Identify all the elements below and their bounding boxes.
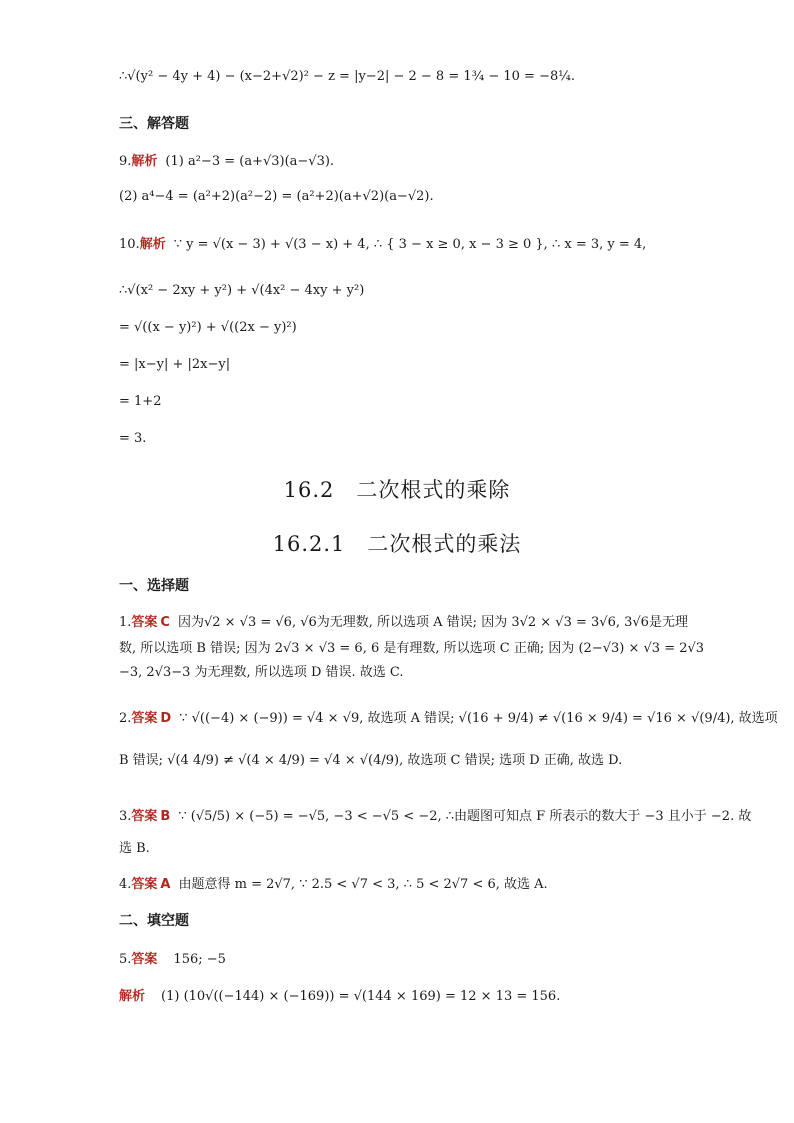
q2-line-2: B 错误; √(4 4/9) ≠ √(4 × 4/9) = √4 × √(4/9), 故选项 C 错误; 选项 D 正确, 故选 D. — [119, 753, 623, 768]
q5-number: 5. — [119, 952, 132, 967]
q1-number: 1. — [119, 615, 132, 630]
q10-analysis-tag: 解析 — [139, 237, 166, 252]
q9-line-1 — [119, 153, 334, 171]
q9-analysis-tag: 解析 — [131, 154, 158, 169]
q3-answer-letter: B — [160, 809, 171, 824]
q1-answer-tag: 答案 — [131, 615, 158, 630]
q10-text-1: ∵ y = √(x − 3) + √(3 − x) + 4, ∴ { 3 − x ≥ 0, x − 3 ≥ 0 }, ∴ x = 3, y = 4, — [173, 237, 647, 252]
q2-line-1 — [119, 710, 778, 728]
main-section-title: 16.2 二次根式的乘除 — [283, 478, 511, 502]
top-equation: ∴√(y² − 4y + 4) − (x−2+√2)² − z = |y−2| − 2 − 8 = 1¾ − 10 = −8¼. — [119, 69, 575, 84]
sub-section-title: 16.2.1 二次根式的乘法 — [272, 532, 522, 556]
q10-line-1 — [119, 236, 646, 254]
q5-answer-tag: 答案 — [131, 952, 158, 967]
q9-line-2: (2) a⁴−4 = (a²+2)(a²−2) = (a²+2)(a+√2)(a−√2). — [119, 189, 434, 204]
q3-line-1 — [119, 808, 751, 826]
q5-text-1: (1) (10√((−144) × (−169)) = √(144 × 169) = 12 × 13 = 156. — [161, 989, 561, 1004]
q2-answer-letter: D — [160, 711, 172, 726]
section-heading-multiple-choice: 一、选择题 — [119, 578, 189, 594]
q3-text-1: ∵ (√5/5) × (−5) = −√5, −3 < −√5 < −2, ∴由题图可知点 F 所表示的数大于 −3 且小于 −2. 故 — [178, 809, 752, 824]
q10-line-6: = 3. — [119, 431, 147, 446]
q9-number: 9. — [119, 154, 132, 169]
q1-text-1: 因为√2 × √3 = √6, √6为无理数, 所以选项 A 错误; 因为 3√2 × √3 = 3√6, 3√6是无理 — [177, 615, 688, 630]
q1-line-3: −3, 2√3−3 为无理数, 所以选项 D 错误. 故选 C. — [119, 665, 404, 680]
q10-line-5: = 1+2 — [119, 394, 162, 409]
q3-number: 3. — [119, 809, 132, 824]
q2-answer-tag: 答案 — [131, 711, 158, 726]
q4-number: 4. — [119, 877, 132, 892]
q2-text-1: ∵ √((−4) × (−9)) = √4 × √9, 故选项 A 错误; √(16 + 9/4) ≠ √(16 × 9/4) = √16 × √(9/4), 故选项 — [179, 711, 778, 726]
q9-text-1: (1) a²−3 = (a+√3)(a−√3). — [165, 154, 335, 169]
q3-answer-tag: 答案 — [131, 809, 158, 824]
section-heading-fill-in-blank: 二、填空题 — [119, 913, 189, 929]
q10-line-4: = |x−y| + |2x−y| — [119, 357, 231, 372]
q5-answer-value: 156; −5 — [173, 952, 226, 967]
q2-number: 2. — [119, 711, 132, 726]
q1-answer-letter: C — [160, 615, 170, 630]
q10-number: 10. — [119, 237, 140, 252]
q3-line-2: 选 B. — [119, 841, 150, 856]
q4-text-1: 由题意得 m = 2√7, ∵ 2.5 < √7 < 3, ∴ 5 < 2√7 < 6, 故选 A. — [178, 877, 548, 892]
q4-answer-letter: A — [160, 877, 171, 892]
q1-line-2: 数, 所以选项 B 错误; 因为 2√3 × √3 = 6, 6 是有理数, 所以选项 C 正确; 因为 (2−√3) × √3 = 2√3 — [119, 641, 705, 656]
q4-line-1 — [119, 876, 548, 894]
q4-answer-tag: 答案 — [131, 877, 158, 892]
q5-analysis-line — [119, 988, 560, 1006]
q10-line-2: ∴√(x² − 2xy + y²) + √(4x² − 4xy + y²) — [119, 283, 365, 298]
q5-line-1 — [119, 951, 226, 969]
q5-analysis-tag: 解析 — [119, 989, 146, 1004]
q1-line-1 — [119, 614, 688, 632]
q10-line-3: = √((x − y)²) + √((2x − y)²) — [119, 320, 297, 335]
section-heading-answer-questions: 三、解答题 — [119, 116, 189, 132]
